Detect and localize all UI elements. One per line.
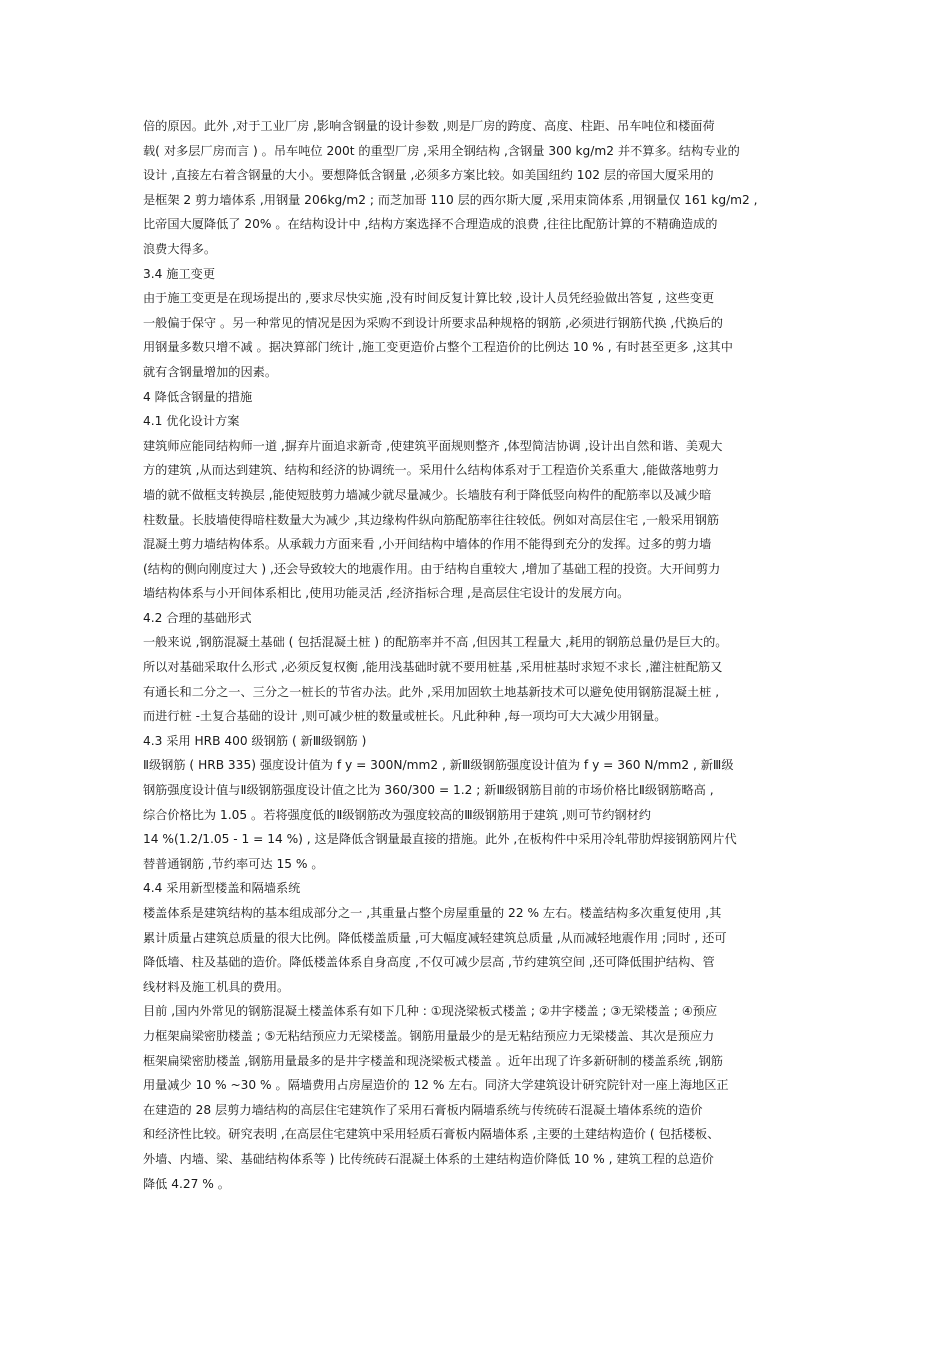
text-line: 外墙、内墙、梁、基础结构体系等 ) 比传统砖石混凝土体系的土建结构造价降低 10 % , 建筑工程的总造价 bbox=[143, 1151, 714, 1166]
text-line: 力框架扁梁密肋楼盖 ; ⑤无粘结预应力无梁楼盖。钢筋用量最少的是无粘结预应力无梁楼盖、其次是预应力 bbox=[143, 1028, 715, 1043]
text-line: 钢筋强度设计值与Ⅱ级钢筋强度设计值之比为 360/300 = 1.2 ; 新Ⅲ级钢筋目前的市场价格比Ⅱ级钢筋略高 , bbox=[143, 783, 714, 798]
text-line: 线材料及施工机具的费用。 bbox=[143, 979, 290, 994]
text-line: 一般来说 ,钢筋混凝土基础 ( 包括混凝土桩 ) 的配筋率并不高 ,但因其工程量大 ,耗用的钢筋总量仍是巨大的。 bbox=[143, 635, 728, 650]
text-line: 用钢量多数只增不减 。据决算部门统计 ,施工变更造价占整个工程造价的比例达 10 % , 有时甚至更多 ,这其中 bbox=[143, 340, 733, 355]
text-line: 用量减少 10 % ~30 % 。隔墙费用占房屋造价的 12 % 左右。同济大学建筑设计研究院针对一座上海地区正 bbox=[143, 1078, 729, 1093]
text-line: 建筑师应能同结构师一道 ,摒弃片面追求新奇 ,使建筑平面规则整齐 ,体型简洁协调 ,设计出自然和谐、美观大 bbox=[143, 438, 723, 453]
text-line: 降低墙、柱及基础的造价。降低楼盖体系自身高度 ,不仅可减少层高 ,节约建筑空间 ,还可降低围护结构、管 bbox=[143, 955, 715, 970]
text-line: 楼盖体系是建筑结构的基本组成部分之一 ,其重量占整个房屋重量的 22 % 左右。楼盖结构多次重复使用 ,其 bbox=[143, 906, 722, 920]
section-heading-4-3: 4.3 采用 HRB 400 级钢筋 ( 新Ⅲ级钢筋 ) bbox=[143, 733, 367, 748]
text-line: 所以对基础采取什么形式 ,必须反复权衡 ,能用浅基础时就不要用桩基 ,采用桩基时求短不求长 ,灌注桩配筋又 bbox=[143, 660, 723, 675]
document-body bbox=[143, 114, 815, 1196]
text-line: 替普通钢筋 ,节约率可达 15 % 。 bbox=[143, 856, 324, 871]
text-line: 框架扁梁密肋楼盖 ,钢筋用量最多的是井字楼盖和现浇梁板式楼盖 。近年出现了许多新研制的楼盖系统 ,钢筋 bbox=[143, 1053, 723, 1068]
text-line: Ⅱ级钢筋 ( HRB 335) 强度设计值为 f y = 300N/mm2 , 新Ⅲ级钢筋强度设计值为 f y = 360 N/mm2 , 新Ⅲ级 bbox=[143, 758, 734, 773]
text-line: 墙的就不做框支转换层 ,能使短肢剪力墙减少就尽量减少。长墙肢有利于降低竖向构件的配筋率以及减少暗 bbox=[143, 487, 712, 502]
text-line: 是框架 2 剪力墙体系 ,用钢量 206kg/m2 ; 而芝加哥 110 层的西尔斯大厦 ,采用束筒体系 ,用钢量仅 161 kg/m2 , bbox=[143, 192, 758, 207]
section-heading-4-1: 4.1 优化设计方案 bbox=[143, 414, 240, 429]
text-line: 累计质量占建筑总质量的很大比例。降低楼盖质量 ,可大幅度减轻建筑总质量 ,从而减轻地震作用 ;同时 , 还可 bbox=[143, 930, 727, 945]
text-line: 一般偏于保守 。另一种常见的情况是因为采购不到设计所要求品种规格的钢筋 ,必须进行钢筋代换 ,代换后的 bbox=[143, 315, 723, 330]
section-heading-4-4: 4.4 采用新型楼盖和隔墙系统 bbox=[143, 881, 301, 896]
section-heading-4-2: 4.2 合理的基础形式 bbox=[143, 610, 252, 625]
text-line: 比帝国大厦降低了 20% 。在结构设计中 ,结构方案选择不合理造成的浪费 ,往往比配筋计算的不精确造成的 bbox=[143, 217, 718, 232]
text-line: 就有含钢量增加的因素。 bbox=[143, 364, 278, 379]
text-line: 墙结构体系与小开间体系相比 ,使用功能灵活 ,经济指标合理 ,是高层住宅设计的发展方向。 bbox=[143, 586, 630, 601]
text-line: 由于施工变更是在现场提出的 ,要求尽快实施 ,没有时间反复计算比较 ,设计人员凭经验做出答复 , 这些变更 bbox=[143, 291, 715, 306]
section-heading-4: 4 降低含钢量的措施 bbox=[143, 389, 253, 404]
text-line: 而进行桩 -土复合基础的设计 ,则可减少桩的数量或桩长。凡此种种 ,每一项均可大大减少用钢量。 bbox=[143, 709, 667, 724]
text-line: 在建造的 28 层剪力墙结构的高层住宅建筑作了采用石膏板内隔墙系统与传统砖石混凝土墙体系统的造价 bbox=[143, 1102, 703, 1117]
section-heading-3-4: 3.4 施工变更 bbox=[143, 266, 216, 281]
text-line: 浪费大得多。 bbox=[143, 241, 217, 256]
text-line: 14 %(1.2/1.05 - 1 = 14 %) , 这是降低含钢量最直接的措施。此外 ,在板构件中采用冷轧带肋焊接钢筋网片代 bbox=[143, 832, 737, 847]
text-line: 混凝土剪力墙结构体系。从承载力方面来看 ,小开间结构中墙体的作用不能得到充分的发挥。过多的剪力墙 bbox=[143, 537, 712, 552]
text-line: 倍的原因。此外 ,对于工业厂房 ,影响含钢量的设计参数 ,则是厂房的跨度、高度、柱距、吊车吨位和楼面荷 bbox=[143, 119, 715, 133]
text-line: 降低 4.27 % 。 bbox=[143, 1176, 230, 1191]
text-line: (结构的侧向刚度过大 ) ,还会导致较大的地震作用。由于结构自重较大 ,增加了基础工程的投资。大开间剪力 bbox=[143, 561, 721, 576]
text-line: 载( 对多层厂房而言 ) 。吊车吨位 200t 的重型厂房 ,采用全钢结构 ,含钢量 300 kg/m2 并不算多。结构专业的 bbox=[143, 143, 740, 158]
text-line: 方的建筑 ,从而达到建筑、结构和经济的协调统一。采用什么结构体系对于工程造价关系重大 ,能做落地剪力 bbox=[143, 463, 720, 478]
text-line: 综合价格比为 1.05 。若将强度低的Ⅱ级钢筋改为强度较高的Ⅲ级钢筋用于建筑 ,则可节约钢材约 bbox=[143, 807, 651, 822]
text-line: 柱数量。长肢墙使得暗柱数量大为减少 ,其边缘构件纵向筋配筋率往往较低。例如对高层住宅 ,一般采用钢筋 bbox=[143, 512, 720, 527]
text-line: 有通长和二分之一、三分之一桩长的节省办法。此外 ,采用加固软土地基新技术可以避免使用钢筋混凝土桩 , bbox=[143, 684, 720, 699]
text-line: 和经济性比较。研究表明 ,在高层住宅建筑中采用轻质石膏板内隔墙体系 ,主要的土建结构造价 ( 包括楼板、 bbox=[143, 1127, 720, 1142]
text-line: 目前 ,国内外常见的钢筋混凝土楼盖体系有如下几种 : ①现浇梁板式楼盖 ; ②井字楼盖 ; ③无梁楼盖 ; ④预应 bbox=[143, 1004, 718, 1019]
text-line: 设计 ,直接左右着含钢量的大小。要想降低含钢量 ,必须多方案比较。如美国纽约 102 层的帝国大厦采用的 bbox=[143, 168, 714, 183]
